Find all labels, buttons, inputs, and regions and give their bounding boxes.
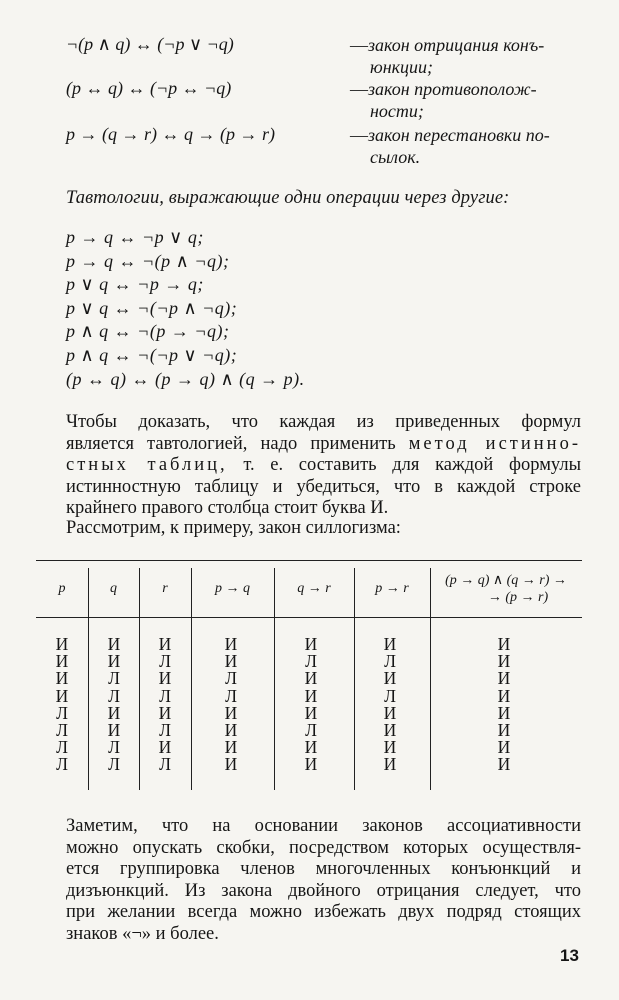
column-p: И И И И Л Л Л Л [55, 634, 69, 775]
tautology-formula: p ∨ q ↔ ¬p → q; [66, 274, 204, 295]
paragraph-truth-tables: Чтобы доказать, что каждая из приведенных формул [66, 412, 581, 455]
tautology-formula: p ∨ q ↔ ¬(¬p ∧ ¬q); [66, 297, 238, 318]
header-p-implies-r: p → r [375, 581, 409, 596]
table-column-divider [88, 568, 89, 790]
tautology-formula: p ∧ q ↔ ¬(¬p ∨ ¬q); [66, 344, 238, 365]
column-syllogism-result: И И И И И И И И [497, 634, 511, 775]
law-formula: p → (q → r) ↔ q → (p → r) [66, 124, 275, 144]
table-header-rule [36, 617, 582, 618]
header-q: q [110, 581, 117, 596]
law-formula: (p ↔ q) ↔ (¬p ↔ ¬q) [66, 78, 232, 98]
header-p-implies-q: p → q [215, 581, 250, 596]
law-name: —закон перестановки по- сылок. [350, 125, 550, 167]
paragraph-truth-tables-body: является тавтологией, надо применить метод истинно- стных таблиц, т. е. составить для каждой формулы истинностную таблицу и убедиться, что в каждой строке крайнего правого столбца стоит буква И. [66, 433, 581, 519]
truth-table [36, 560, 582, 790]
header-p: p [58, 581, 66, 596]
column-p-implies-q: И И Л Л И И И И [224, 634, 238, 775]
column-q-implies-r: И Л И И И Л И И [304, 634, 318, 775]
tautology-formula: p → q ↔ ¬p ∨ q; [66, 227, 204, 247]
law-name: —закон противополож- ности; [350, 79, 537, 121]
page-number: 13 [560, 946, 579, 965]
table-column-divider [354, 568, 355, 790]
paragraph-example: Рассмотрим, к примеру, закон силлогизма: [66, 518, 401, 538]
column-p-implies-r: И Л И Л И И И И [383, 634, 397, 775]
law-name: —закон отрицания конъ- юнкции; [350, 35, 545, 77]
header-r: r [162, 581, 168, 596]
tautology-formula: (p ↔ q) ↔ (p → q) ∧ (q → p). [66, 368, 305, 389]
header-q-implies-r: q → r [297, 581, 331, 596]
header-syllogism: (p → q) ∧ (q → r) → → (p → r) [445, 573, 567, 605]
column-r: И Л И Л И Л И Л [158, 634, 172, 775]
law-formula: ¬(p ∧ q) ↔ (¬p ∨ ¬q) [66, 34, 234, 54]
tautology-formula: p → q ↔ ¬(p ∧ ¬q); [66, 250, 230, 271]
column-q: И И Л Л И И Л Л [107, 634, 121, 775]
table-column-divider [274, 568, 275, 790]
tautologies-heading: Тавтологии, выражающие одни операции через другие: [66, 188, 510, 208]
table-column-divider [139, 568, 140, 790]
table-column-divider [191, 568, 192, 790]
tautology-formula: p ∧ q ↔ ¬(p → ¬q); [66, 321, 230, 342]
tautologies-list [66, 226, 305, 391]
paragraph-associativity: Заметим, что на основании законов ассоциативности можно опускать скобки, посредством которых осуществля- ется группировка членов многочленных конъюнкций и дизъюнкций. Из закона двойного отрицания следует, что при желании всегда можно избежать двух подряд стоящих знаков «¬» и более. [66, 816, 581, 944]
table-top-rule [36, 560, 582, 561]
